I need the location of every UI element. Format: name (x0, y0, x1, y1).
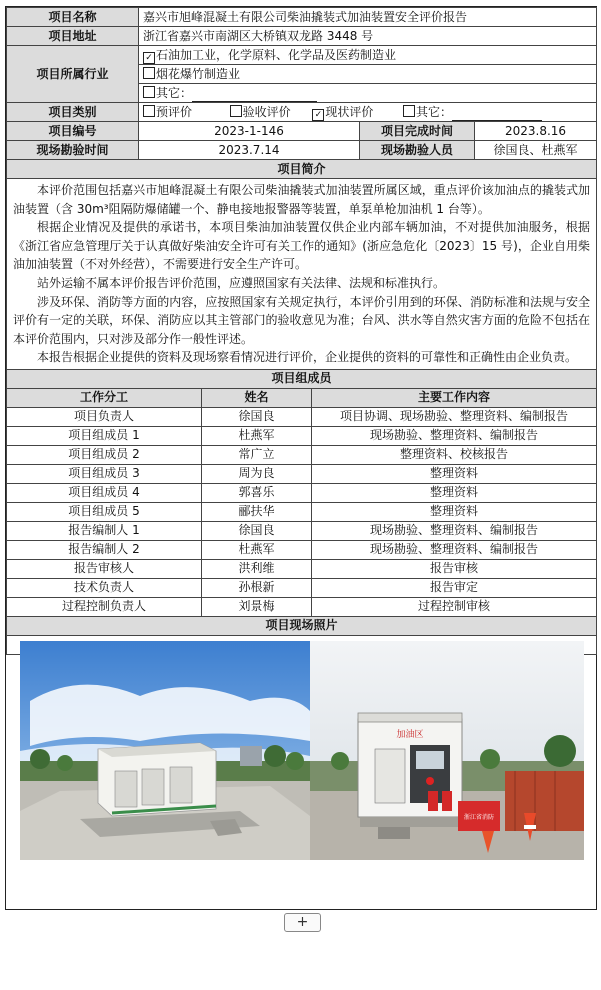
category-options (139, 103, 597, 122)
member-role: 报告编制人 1 (7, 521, 202, 540)
member-role: 项目组成员 2 (7, 445, 202, 464)
members-col-work: 主要工作内容 (312, 388, 597, 407)
member-name: 杜燕军 (202, 426, 312, 445)
site-photo-left (20, 641, 310, 860)
category-option-label: 其它： (416, 104, 453, 119)
member-role: 过程控制负责人 (7, 597, 202, 616)
checkbox-icon[interactable] (143, 105, 155, 117)
checkbox-checked-icon[interactable]: ✓ (312, 109, 324, 121)
table-row (7, 502, 597, 521)
checkbox-icon[interactable] (230, 105, 242, 117)
industry-option-2 (139, 65, 597, 84)
member-work: 报告审定 (312, 578, 597, 597)
member-name: 周为良 (202, 464, 312, 483)
members-header: 项目组成员 (7, 369, 597, 388)
member-work: 整理资料、校核报告 (312, 445, 597, 464)
table-row (7, 578, 597, 597)
category-option-label: 现状评价 (325, 104, 374, 119)
member-name: 杜燕军 (202, 540, 312, 559)
member-name: 徐国良 (202, 521, 312, 540)
photos-cell (7, 635, 597, 821)
fire-box-text: 浙江省消防 (463, 813, 495, 821)
members-table (6, 388, 597, 821)
member-role: 报告审核人 (7, 559, 202, 578)
member-role: 项目负责人 (7, 407, 202, 426)
member-role: 项目组成员 1 (7, 426, 202, 445)
category-label: 项目类别 (7, 103, 139, 122)
checkbox-icon[interactable] (143, 86, 155, 98)
member-role: 项目组成员 4 (7, 483, 202, 502)
project-address-value: 浙江省嘉兴市南湖区大桥镇双龙路 3448 号 (139, 27, 597, 46)
intro-paragraph: 本报告根据企业提供的资料及现场察看情况进行评价，企业提供的资料的可靠性和正确性由企业负责。 (37, 350, 578, 365)
intro-header: 项目简介 (7, 160, 597, 179)
table-row (7, 483, 597, 502)
table-row (7, 445, 597, 464)
project-name-label: 项目名称 (7, 8, 139, 27)
industry-option-label: 烟花爆竹制造业 (156, 66, 241, 81)
checkbox-icon[interactable] (403, 105, 415, 117)
project-name-value: 嘉兴市旭峰混凝土有限公司柴油撬装式加油装置安全评价报告 (139, 8, 597, 27)
members-col-role: 工作分工 (7, 388, 202, 407)
member-name: 洪利维 (202, 559, 312, 578)
table-row (7, 559, 597, 578)
member-name: 郭喜乐 (202, 483, 312, 502)
photos-header: 项目现场照片 (7, 616, 597, 635)
member-work: 过程控制审核 (312, 597, 597, 616)
members-col-name: 姓名 (202, 388, 312, 407)
survey-time-value: 2023.7.14 (139, 141, 360, 160)
table-row (7, 426, 597, 445)
industry-option-label: 石油加工业，化学原料、化学品及医药制造业 (156, 47, 397, 62)
table-row (7, 597, 597, 616)
category-option-label: 预评价 (156, 104, 193, 119)
project-number-label: 项目编号 (7, 122, 139, 141)
industry-other-blank[interactable] (192, 89, 317, 102)
member-work: 现场勘验、整理资料、编制报告 (312, 426, 597, 445)
member-name: 徐国良 (202, 407, 312, 426)
intro-paragraph: 本评价范围包括嘉兴市旭峰混凝土有限公司柴油撬装式加油装置所属区域，重点评价该加油点的撬装式加油装置（含 30m³阻隔防爆储罐一个、静电接地报警器等装置，单泵单枪加油机 1 台等）。 (13, 183, 591, 216)
intro-body (7, 179, 597, 370)
category-other-blank[interactable] (452, 108, 542, 121)
member-name: 郦扶华 (202, 502, 312, 521)
report-form (5, 6, 597, 910)
checkbox-icon[interactable] (143, 67, 155, 79)
completion-time-label: 项目完成时间 (360, 122, 475, 141)
intro-paragraph: 站外运输不属本评价报告评价范围，应遵照国家有关法律、法规和标准执行。 (37, 275, 446, 290)
member-work: 整理资料 (312, 464, 597, 483)
survey-time-label: 现场勘验时间 (7, 141, 139, 160)
member-role: 项目组成员 5 (7, 502, 202, 521)
table-row (7, 464, 597, 483)
member-work: 现场勘验、整理资料、编制报告 (312, 540, 597, 559)
intro-paragraph: 根据企业情况及提供的承诺书，本项目柴油加油装置仅供企业内部车辆加油，不对提供加油服务，根据《浙江省应急管理厅关于认真做好柴油安全许可有关工作的通知》(浙应急危化〔2023〕15 号)，企业自用柴油加油装置（不对外经营），不需要进行安全生产许可。 (13, 220, 591, 272)
add-button[interactable]: + (284, 913, 321, 932)
survey-staff-label: 现场勘验人员 (360, 141, 475, 160)
project-number-value: 2023-1-146 (139, 122, 360, 141)
table-row (7, 407, 597, 426)
site-photo-right (310, 641, 584, 860)
category-option-label: 验收评价 (242, 104, 291, 119)
member-role: 项目组成员 3 (7, 464, 202, 483)
member-name: 刘景梅 (202, 597, 312, 616)
survey-staff-value: 徐国良、杜燕军 (475, 141, 597, 160)
member-work: 报告审核 (312, 559, 597, 578)
completion-time-value: 2023.8.16 (475, 122, 597, 141)
member-work: 整理资料 (312, 483, 597, 502)
station-sign-text: 加油区 (396, 729, 424, 740)
industry-option-3 (139, 84, 597, 103)
project-address-label: 项目地址 (7, 27, 139, 46)
member-role: 技术负责人 (7, 578, 202, 597)
table-row (7, 540, 597, 559)
member-work: 整理资料 (312, 502, 597, 521)
member-role: 报告编制人 2 (7, 540, 202, 559)
checkbox-checked-icon[interactable]: ✓ (143, 52, 155, 64)
project-info-table (6, 7, 597, 389)
member-name: 常广立 (202, 445, 312, 464)
industry-option-label: 其它： (156, 85, 193, 100)
member-work: 项目协调、现场勘验、整理资料、编制报告 (312, 407, 597, 426)
industry-label: 项目所属行业 (7, 46, 139, 103)
member-name: 孙根新 (202, 578, 312, 597)
member-work: 现场勘验、整理资料、编制报告 (312, 521, 597, 540)
table-row (7, 521, 597, 540)
intro-paragraph: 涉及环保、消防等方面的内容，应按照国家有关规定执行，本评价引用到的环保、消防标准和法规与安全评价有一定的关联，环保、消防应以其主管部门的验收意见为准；台风、洪水等自然灾害方面的危险不包括在本评价范围内，只对涉及部分作一般性评述。 (13, 294, 591, 346)
industry-option-1 (139, 46, 597, 65)
